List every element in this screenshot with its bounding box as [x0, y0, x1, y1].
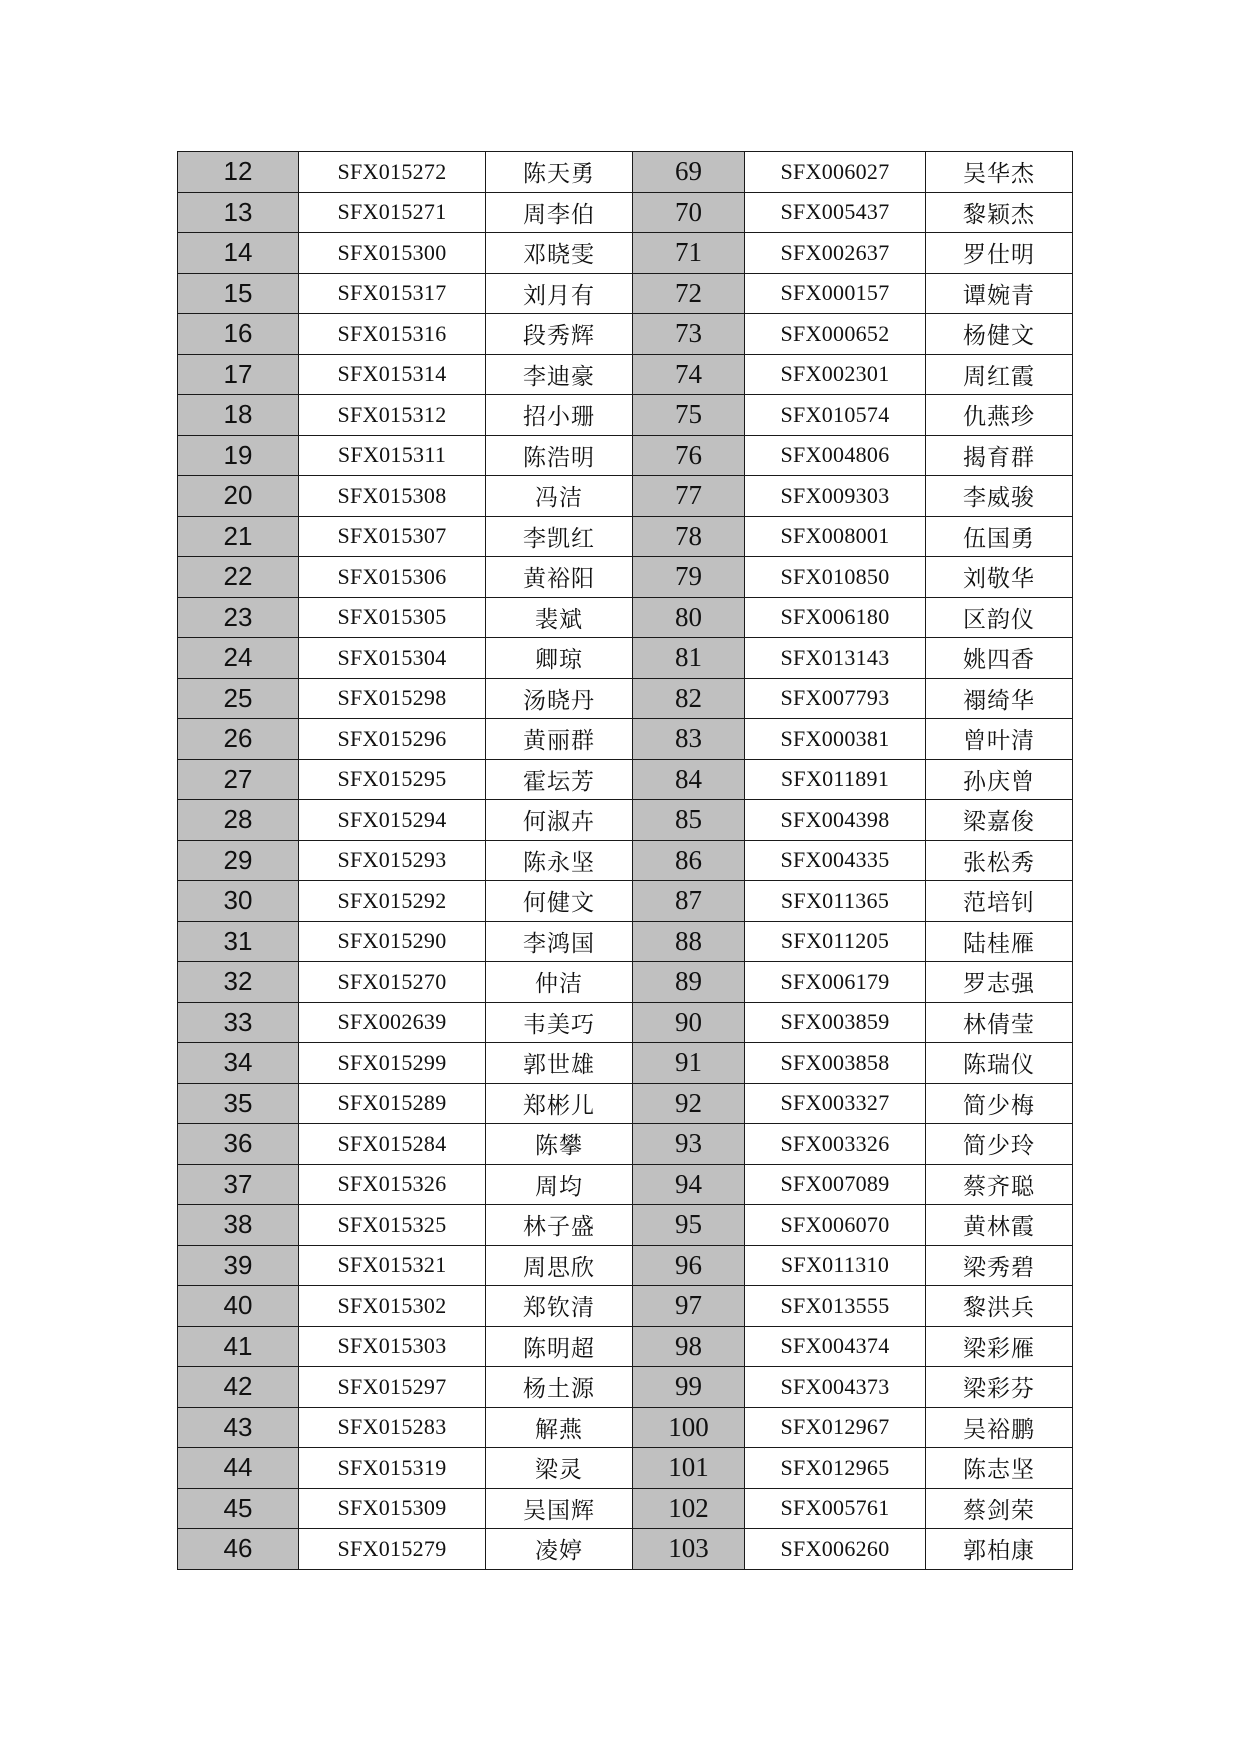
member-code-left: SFX015296: [299, 719, 486, 760]
table-row: [178, 1124, 1073, 1165]
row-number-left: 33: [178, 1002, 299, 1043]
member-name-right: 曾叶清: [926, 719, 1073, 760]
row-number-left: 46: [178, 1529, 299, 1570]
row-number-left: 14: [178, 233, 299, 274]
row-number-right: 71: [633, 233, 745, 274]
member-name-left: 邓晓雯: [486, 233, 633, 274]
row-number-right: 73: [633, 314, 745, 355]
member-code-right: SFX005761: [745, 1488, 926, 1529]
row-number-left: 16: [178, 314, 299, 355]
table-row: [178, 881, 1073, 922]
member-name-right: 梁嘉俊: [926, 800, 1073, 841]
member-name-right: 梁彩芬: [926, 1367, 1073, 1408]
member-name-left: 刘月有: [486, 273, 633, 314]
table-row: [178, 921, 1073, 962]
member-name-right: 刘敬华: [926, 557, 1073, 598]
row-number-left: 38: [178, 1205, 299, 1246]
member-code-left: SFX015272: [299, 152, 486, 193]
table-row: [178, 1367, 1073, 1408]
row-number-right: 93: [633, 1124, 745, 1165]
member-name-right: 谭婉青: [926, 273, 1073, 314]
member-name-right: 伍国勇: [926, 516, 1073, 557]
row-number-left: 41: [178, 1326, 299, 1367]
table-row: [178, 273, 1073, 314]
row-number-right: 92: [633, 1083, 745, 1124]
table-row: [178, 962, 1073, 1003]
roster-table: [177, 151, 1073, 1570]
member-code-left: SFX015307: [299, 516, 486, 557]
member-name-left: 段秀辉: [486, 314, 633, 355]
member-name-left: 招小珊: [486, 395, 633, 436]
row-number-left: 22: [178, 557, 299, 598]
member-name-left: 陈天勇: [486, 152, 633, 193]
row-number-right: 78: [633, 516, 745, 557]
member-name-left: 何淑卉: [486, 800, 633, 841]
member-code-left: SFX015289: [299, 1083, 486, 1124]
member-code-right: SFX006027: [745, 152, 926, 193]
row-number-left: 27: [178, 759, 299, 800]
row-number-right: 83: [633, 719, 745, 760]
row-number-left: 39: [178, 1245, 299, 1286]
member-name-left: 郭世雄: [486, 1043, 633, 1084]
member-name-right: 林倩莹: [926, 1002, 1073, 1043]
row-number-right: 84: [633, 759, 745, 800]
member-code-left: SFX015311: [299, 435, 486, 476]
member-name-right: 简少玲: [926, 1124, 1073, 1165]
member-code-right: SFX000652: [745, 314, 926, 355]
member-name-right: 罗仕明: [926, 233, 1073, 274]
row-number-right: 94: [633, 1164, 745, 1205]
member-code-right: SFX013555: [745, 1286, 926, 1327]
member-name-right: 揭育群: [926, 435, 1073, 476]
row-number-left: 32: [178, 962, 299, 1003]
member-code-right: SFX011310: [745, 1245, 926, 1286]
member-name-left: 郑钦清: [486, 1286, 633, 1327]
member-name-left: 冯洁: [486, 476, 633, 517]
member-name-left: 郑彬儿: [486, 1083, 633, 1124]
member-name-left: 汤晓丹: [486, 678, 633, 719]
row-number-left: 45: [178, 1488, 299, 1529]
row-number-left: 20: [178, 476, 299, 517]
row-number-right: 82: [633, 678, 745, 719]
member-code-right: SFX004806: [745, 435, 926, 476]
member-code-left: SFX015303: [299, 1326, 486, 1367]
row-number-right: 80: [633, 597, 745, 638]
member-name-right: 范培钊: [926, 881, 1073, 922]
member-name-right: 张松秀: [926, 840, 1073, 881]
member-code-right: SFX010850: [745, 557, 926, 598]
table-row: [178, 1529, 1073, 1570]
row-number-left: 36: [178, 1124, 299, 1165]
row-number-right: 69: [633, 152, 745, 193]
table-row: [178, 1205, 1073, 1246]
row-number-right: 91: [633, 1043, 745, 1084]
table-row: [178, 1043, 1073, 1084]
row-number-left: 35: [178, 1083, 299, 1124]
table-row: [178, 719, 1073, 760]
member-name-right: 李威骏: [926, 476, 1073, 517]
member-code-left: SFX015299: [299, 1043, 486, 1084]
member-code-right: SFX008001: [745, 516, 926, 557]
member-code-right: SFX004335: [745, 840, 926, 881]
member-name-left: 黄裕阳: [486, 557, 633, 598]
table-row: [178, 1407, 1073, 1448]
member-code-left: SFX015326: [299, 1164, 486, 1205]
row-number-left: 17: [178, 354, 299, 395]
member-name-right: 黎颖杰: [926, 192, 1073, 233]
row-number-left: 12: [178, 152, 299, 193]
member-code-left: SFX015298: [299, 678, 486, 719]
member-name-left: 李凯红: [486, 516, 633, 557]
row-number-right: 89: [633, 962, 745, 1003]
member-code-left: SFX015312: [299, 395, 486, 436]
member-name-left: 林子盛: [486, 1205, 633, 1246]
member-code-left: SFX015295: [299, 759, 486, 800]
member-name-left: 韦美巧: [486, 1002, 633, 1043]
member-code-right: SFX004398: [745, 800, 926, 841]
member-name-left: 黄丽群: [486, 719, 633, 760]
member-name-right: 姚四香: [926, 638, 1073, 679]
member-name-right: 区韵仪: [926, 597, 1073, 638]
row-number-right: 95: [633, 1205, 745, 1246]
member-code-right: SFX003327: [745, 1083, 926, 1124]
member-name-right: 梁彩雁: [926, 1326, 1073, 1367]
member-name-right: 黄林霞: [926, 1205, 1073, 1246]
row-number-right: 90: [633, 1002, 745, 1043]
table-row: [178, 840, 1073, 881]
table-row: [178, 557, 1073, 598]
table-row: [178, 314, 1073, 355]
member-name-right: 陈瑞仪: [926, 1043, 1073, 1084]
table-row: [178, 1326, 1073, 1367]
row-number-left: 42: [178, 1367, 299, 1408]
member-code-right: SFX006260: [745, 1529, 926, 1570]
member-code-left: SFX015270: [299, 962, 486, 1003]
row-number-left: 15: [178, 273, 299, 314]
member-name-right: 黎洪兵: [926, 1286, 1073, 1327]
member-name-right: 简少梅: [926, 1083, 1073, 1124]
member-code-right: SFX013143: [745, 638, 926, 679]
row-number-left: 30: [178, 881, 299, 922]
table-row: [178, 1245, 1073, 1286]
row-number-right: 74: [633, 354, 745, 395]
member-code-left: SFX015316: [299, 314, 486, 355]
member-code-left: SFX015319: [299, 1448, 486, 1489]
row-number-left: 26: [178, 719, 299, 760]
row-number-right: 88: [633, 921, 745, 962]
member-code-left: SFX015300: [299, 233, 486, 274]
member-name-left: 周均: [486, 1164, 633, 1205]
table-row: [178, 516, 1073, 557]
member-name-left: 卿琼: [486, 638, 633, 679]
table-row: [178, 1164, 1073, 1205]
table-row: [178, 1488, 1073, 1529]
row-number-left: 28: [178, 800, 299, 841]
table-row: [178, 476, 1073, 517]
row-number-left: 18: [178, 395, 299, 436]
member-code-right: SFX011205: [745, 921, 926, 962]
row-number-right: 81: [633, 638, 745, 679]
member-code-right: SFX010574: [745, 395, 926, 436]
row-number-right: 75: [633, 395, 745, 436]
member-name-left: 凌婷: [486, 1529, 633, 1570]
member-code-left: SFX015325: [299, 1205, 486, 1246]
table-row: [178, 759, 1073, 800]
member-code-right: SFX007793: [745, 678, 926, 719]
row-number-right: 86: [633, 840, 745, 881]
member-code-right: SFX002637: [745, 233, 926, 274]
row-number-left: 13: [178, 192, 299, 233]
row-number-left: 34: [178, 1043, 299, 1084]
row-number-right: 102: [633, 1488, 745, 1529]
member-code-right: SFX000381: [745, 719, 926, 760]
member-name-left: 陈永坚: [486, 840, 633, 881]
member-code-left: SFX015317: [299, 273, 486, 314]
row-number-right: 100: [633, 1407, 745, 1448]
member-code-left: SFX015283: [299, 1407, 486, 1448]
member-code-left: SFX002639: [299, 1002, 486, 1043]
member-code-left: SFX015305: [299, 597, 486, 638]
table-row: [178, 638, 1073, 679]
row-number-right: 70: [633, 192, 745, 233]
table-row: [178, 354, 1073, 395]
member-name-right: 禤绮华: [926, 678, 1073, 719]
member-code-right: SFX007089: [745, 1164, 926, 1205]
table-row: [178, 152, 1073, 193]
member-name-right: 陈志坚: [926, 1448, 1073, 1489]
member-name-right: 罗志强: [926, 962, 1073, 1003]
member-name-left: 吴国辉: [486, 1488, 633, 1529]
member-name-right: 吴裕鹏: [926, 1407, 1073, 1448]
row-number-right: 103: [633, 1529, 745, 1570]
table-row: [178, 1083, 1073, 1124]
table-row: [178, 678, 1073, 719]
member-name-right: 仇燕珍: [926, 395, 1073, 436]
member-code-right: SFX004373: [745, 1367, 926, 1408]
table-row: [178, 395, 1073, 436]
member-code-right: SFX000157: [745, 273, 926, 314]
table-row: [178, 800, 1073, 841]
row-number-left: 23: [178, 597, 299, 638]
member-code-left: SFX015290: [299, 921, 486, 962]
member-code-right: SFX002301: [745, 354, 926, 395]
member-code-left: SFX015279: [299, 1529, 486, 1570]
row-number-left: 40: [178, 1286, 299, 1327]
member-code-right: SFX003859: [745, 1002, 926, 1043]
table-row: [178, 1448, 1073, 1489]
member-name-left: 周思欣: [486, 1245, 633, 1286]
member-name-left: 陈浩明: [486, 435, 633, 476]
table-row: [178, 1002, 1073, 1043]
member-code-right: SFX009303: [745, 476, 926, 517]
row-number-left: 31: [178, 921, 299, 962]
member-code-right: SFX012967: [745, 1407, 926, 1448]
member-code-right: SFX006180: [745, 597, 926, 638]
member-name-left: 霍坛芳: [486, 759, 633, 800]
table-row: [178, 435, 1073, 476]
row-number-right: 79: [633, 557, 745, 598]
row-number-right: 99: [633, 1367, 745, 1408]
member-code-right: SFX011891: [745, 759, 926, 800]
member-name-right: 郭柏康: [926, 1529, 1073, 1570]
member-code-left: SFX015314: [299, 354, 486, 395]
member-code-left: SFX015293: [299, 840, 486, 881]
roster-table-body: [178, 152, 1073, 1570]
member-name-right: 杨健文: [926, 314, 1073, 355]
row-number-right: 87: [633, 881, 745, 922]
table-row: [178, 233, 1073, 274]
row-number-left: 44: [178, 1448, 299, 1489]
member-name-left: 杨土源: [486, 1367, 633, 1408]
member-code-right: SFX003326: [745, 1124, 926, 1165]
member-name-right: 陆桂雁: [926, 921, 1073, 962]
member-code-left: SFX015321: [299, 1245, 486, 1286]
member-code-left: SFX015302: [299, 1286, 486, 1327]
row-number-right: 76: [633, 435, 745, 476]
member-name-right: 蔡剑荣: [926, 1488, 1073, 1529]
row-number-right: 97: [633, 1286, 745, 1327]
row-number-left: 43: [178, 1407, 299, 1448]
member-code-right: SFX011365: [745, 881, 926, 922]
row-number-right: 85: [633, 800, 745, 841]
member-code-left: SFX015271: [299, 192, 486, 233]
member-name-left: 何健文: [486, 881, 633, 922]
member-name-right: 孙庆曾: [926, 759, 1073, 800]
member-code-right: SFX003858: [745, 1043, 926, 1084]
member-name-left: 李迪豪: [486, 354, 633, 395]
row-number-left: 37: [178, 1164, 299, 1205]
member-name-left: 李鸿国: [486, 921, 633, 962]
member-name-right: 蔡齐聪: [926, 1164, 1073, 1205]
member-name-left: 周李伯: [486, 192, 633, 233]
row-number-left: 29: [178, 840, 299, 881]
table-row: [178, 1286, 1073, 1327]
member-name-right: 梁秀碧: [926, 1245, 1073, 1286]
table-row: [178, 597, 1073, 638]
row-number-left: 19: [178, 435, 299, 476]
member-code-left: SFX015304: [299, 638, 486, 679]
member-code-left: SFX015306: [299, 557, 486, 598]
member-name-right: 吴华杰: [926, 152, 1073, 193]
row-number-right: 77: [633, 476, 745, 517]
row-number-right: 101: [633, 1448, 745, 1489]
table-row: [178, 192, 1073, 233]
member-code-left: SFX015292: [299, 881, 486, 922]
member-code-left: SFX015308: [299, 476, 486, 517]
member-name-left: 解燕: [486, 1407, 633, 1448]
row-number-right: 98: [633, 1326, 745, 1367]
member-code-right: SFX006179: [745, 962, 926, 1003]
member-code-right: SFX012965: [745, 1448, 926, 1489]
member-name-left: 陈明超: [486, 1326, 633, 1367]
member-code-right: SFX006070: [745, 1205, 926, 1246]
member-code-left: SFX015309: [299, 1488, 486, 1529]
member-code-left: SFX015294: [299, 800, 486, 841]
member-code-left: SFX015297: [299, 1367, 486, 1408]
member-name-left: 梁灵: [486, 1448, 633, 1489]
member-name-right: 周红霞: [926, 354, 1073, 395]
member-code-left: SFX015284: [299, 1124, 486, 1165]
member-code-right: SFX004374: [745, 1326, 926, 1367]
row-number-right: 72: [633, 273, 745, 314]
member-code-right: SFX005437: [745, 192, 926, 233]
row-number-left: 24: [178, 638, 299, 679]
row-number-right: 96: [633, 1245, 745, 1286]
row-number-left: 21: [178, 516, 299, 557]
member-name-left: 陈攀: [486, 1124, 633, 1165]
row-number-left: 25: [178, 678, 299, 719]
member-name-left: 仲洁: [486, 962, 633, 1003]
member-name-left: 裴斌: [486, 597, 633, 638]
